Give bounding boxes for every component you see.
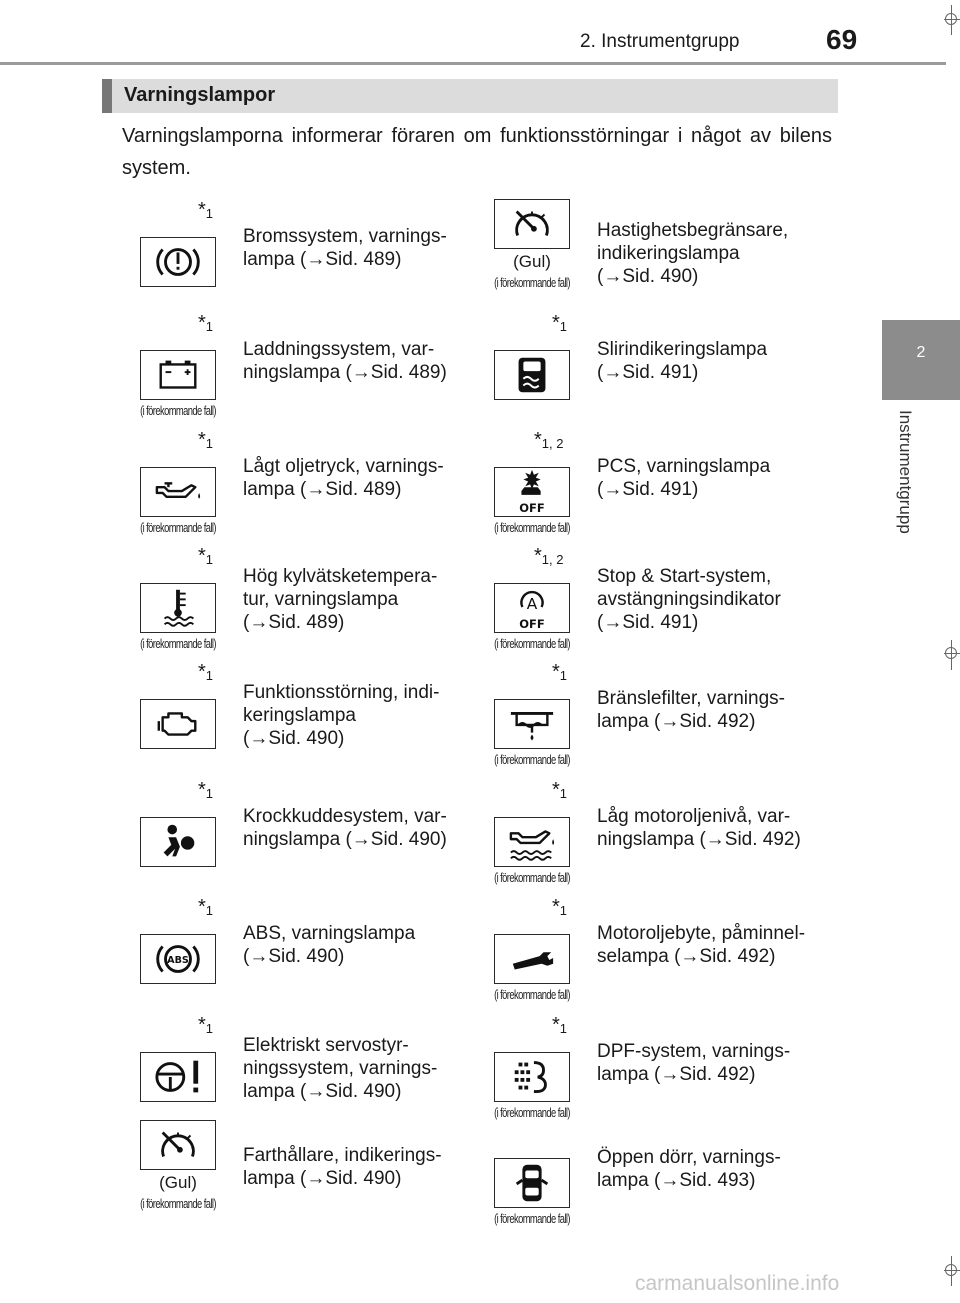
pcs-off-icon <box>494 467 570 517</box>
footnote-star: * <box>552 312 560 334</box>
page-number: 69 <box>826 24 858 55</box>
lamp-description <box>243 455 473 501</box>
wrench-icon <box>494 934 570 984</box>
lamp-description <box>597 338 827 384</box>
lamp-description-line: Lågt oljetryck, varnings- <box>243 456 444 477</box>
oil-level-icon <box>494 817 570 867</box>
warning-light-entry <box>492 661 832 779</box>
coolant-temp-icon <box>140 583 216 633</box>
availability-note: (i förekommande fall) <box>494 870 570 885</box>
footnote-star: * <box>534 429 542 451</box>
battery-icon <box>140 350 216 400</box>
engine-check-icon <box>140 699 216 749</box>
warning-light-entry <box>492 1014 832 1132</box>
lamp-description <box>597 455 827 501</box>
footnote-star: * <box>198 661 206 683</box>
lamp-description-line: (→Sid. 491) <box>597 479 699 500</box>
footnote-star: * <box>198 896 206 918</box>
footnote-star: * <box>552 661 560 683</box>
section-title: Varningslampor <box>124 84 276 106</box>
lamp-description-line: Hög kylvätsketempera- <box>243 566 438 587</box>
intro-paragraph: Varningslamporna informerar föraren om funktionsstörningar i något av bilens system. <box>122 125 832 179</box>
lamp-description <box>243 805 473 851</box>
power-steering-icon <box>140 1052 216 1102</box>
warning-light-entry <box>138 779 478 897</box>
lamp-description-line: (→Sid. 491) <box>597 362 699 383</box>
oil-pressure-icon <box>140 467 216 517</box>
lamp-color-label: (Gul) <box>159 1173 197 1192</box>
footnote-marker <box>198 661 213 684</box>
lamp-description-line: Motoroljebyte, påminnel- <box>597 923 806 944</box>
warning-light-entry <box>138 896 478 1014</box>
warning-light-entry <box>138 661 478 779</box>
cruise-control-icon <box>140 1120 216 1170</box>
footnote-marker <box>198 896 213 919</box>
lamp-description-line: Funktionsstörning, indi- <box>243 682 440 703</box>
lamp-description-line: indikeringslampa <box>597 243 740 264</box>
lamp-description-line: lampa (→Sid. 489) <box>243 249 402 270</box>
footnote-marker <box>552 896 567 919</box>
lamp-description <box>243 338 473 384</box>
lamp-description-line: (→Sid. 489) <box>243 612 345 633</box>
warning-light-entry <box>492 205 832 317</box>
chapter-label: Instrumentgrupp <box>896 410 915 534</box>
lamp-description-line: (→Sid. 490) <box>243 946 345 967</box>
lamp-description-line: ningslampa (→Sid. 489) <box>243 362 447 383</box>
lamp-description-line: keringslampa <box>243 705 356 726</box>
footnote-number: 1 <box>559 903 568 918</box>
lamp-description-line: (→Sid. 490) <box>597 266 699 287</box>
footnote-number: 1 <box>205 786 214 801</box>
availability-note: (i förekommande fall) <box>494 275 570 290</box>
lamp-description-line: ABS, varningslampa <box>243 923 416 944</box>
availability-note: (i förekommande fall) <box>140 520 216 535</box>
footnote-number: 1 <box>205 436 214 451</box>
footnote-marker <box>198 199 213 222</box>
stop-start-off-icon <box>494 583 570 633</box>
lamp-description-line: lampa (→Sid. 492) <box>597 1064 756 1085</box>
lamp-description <box>243 1144 473 1190</box>
availability-note: (i förekommande fall) <box>494 636 570 651</box>
lamp-description-line: Stop & Start-system, <box>597 566 772 587</box>
warning-light-entry <box>138 312 478 430</box>
lamp-description-line: Laddningssystem, var- <box>243 339 435 360</box>
lamp-description-line: PCS, varningslampa <box>597 456 771 477</box>
availability-note: (i förekommande fall) <box>494 520 570 535</box>
warning-light-entry <box>492 779 832 897</box>
availability-note: (i förekommande fall) <box>494 1105 570 1120</box>
footnote-number: 1 <box>205 319 214 334</box>
header-section-title: 2. Instrumentgrupp <box>580 31 740 52</box>
footnote-marker <box>198 429 213 452</box>
warning-light-entry <box>492 896 832 1014</box>
lamp-description-line: Krockkuddesystem, var- <box>243 806 447 827</box>
availability-note: (i förekommande fall) <box>494 752 570 767</box>
lamp-description-line: avstängningsindikator <box>597 589 781 610</box>
lamp-description-line: (→Sid. 491) <box>597 612 699 633</box>
lamp-description <box>597 219 827 288</box>
footnote-marker <box>534 429 563 452</box>
footnote-star: * <box>198 312 206 334</box>
slip-indicator-icon <box>494 350 570 400</box>
lamp-description-line: lampa (→Sid. 492) <box>597 711 756 732</box>
footnote-star: * <box>552 779 560 801</box>
footnote-marker <box>552 661 567 684</box>
lamp-description <box>597 1146 827 1192</box>
footnote-number: 1, 2 <box>541 552 564 567</box>
warning-light-entry <box>138 429 478 547</box>
fuel-filter-icon <box>494 699 570 749</box>
warning-light-entry <box>492 1126 832 1238</box>
brake-warning-icon <box>140 237 216 287</box>
footnote-number: 1 <box>205 1021 214 1036</box>
lamp-description <box>243 922 473 968</box>
lamp-description-line: Bromssystem, varnings- <box>243 226 447 247</box>
footnote-marker <box>198 779 213 802</box>
footnote-number: 1 <box>205 552 214 567</box>
lamp-description-line: DPF-system, varnings- <box>597 1041 791 1062</box>
chapter-number: 2 <box>916 344 926 361</box>
lamp-description-line: ningssystem, varnings- <box>243 1058 438 1079</box>
availability-note: (i förekommande fall) <box>140 403 216 418</box>
availability-note: (i förekommande fall) <box>494 1211 570 1226</box>
lamp-description-line: Hastighetsbegränsare, <box>597 220 789 241</box>
header-rule <box>0 62 946 65</box>
footnote-marker <box>534 545 563 568</box>
lamp-description-line: ningslampa (→Sid. 490) <box>243 829 447 850</box>
lamp-description-line: lampa (→Sid. 493) <box>597 1170 756 1191</box>
lamp-description-line: Bränslefilter, varnings- <box>597 688 785 709</box>
airbag-icon <box>140 817 216 867</box>
speed-limiter-icon <box>494 199 570 249</box>
door-open-icon <box>494 1158 570 1208</box>
watermark: carmanualsonline.info <box>635 1272 840 1295</box>
lamp-description <box>597 687 827 733</box>
lamp-description <box>597 1040 827 1086</box>
lamp-description-line: lampa (→Sid. 490) <box>243 1081 402 1102</box>
chapter-tab <box>882 320 960 400</box>
warning-light-entry <box>492 312 832 430</box>
lamp-description <box>597 805 827 851</box>
footnote-marker <box>198 1014 213 1037</box>
lamp-description <box>243 565 473 634</box>
lamp-description-line: Slirindikeringslampa <box>597 339 768 360</box>
lamp-description-line: ningslampa (→Sid. 492) <box>597 829 801 850</box>
lamp-description <box>597 565 827 634</box>
footnote-marker <box>198 545 213 568</box>
lamp-description-line: Farthållare, indikerings- <box>243 1145 442 1166</box>
footnote-number: 1 <box>559 1021 568 1036</box>
warning-light-entry <box>492 545 832 663</box>
lamp-description-line: Elektriskt servostyr- <box>243 1035 409 1056</box>
warning-light-entry <box>138 1126 478 1238</box>
footnote-number: 1 <box>205 206 214 221</box>
lamp-description-line: tur, varningslampa <box>243 589 399 610</box>
footnote-star: * <box>534 545 542 567</box>
footnote-number: 1 <box>205 903 214 918</box>
section-heading <box>102 79 838 113</box>
footnote-star: * <box>552 896 560 918</box>
lamp-description <box>243 1034 473 1103</box>
footnote-number: 1 <box>559 319 568 334</box>
availability-note: (i förekommande fall) <box>494 987 570 1002</box>
lamp-description-line: lampa (→Sid. 489) <box>243 479 402 500</box>
footnote-star: * <box>198 545 206 567</box>
lamp-description-line: selampa (→Sid. 492) <box>597 946 776 967</box>
lamp-color-label: (Gul) <box>513 252 551 271</box>
lamp-description-line: Öppen dörr, varnings- <box>597 1147 781 1168</box>
warning-light-entry <box>138 545 478 663</box>
footnote-number: 1, 2 <box>541 436 564 451</box>
lamp-description <box>597 922 827 968</box>
dpf-icon <box>494 1052 570 1102</box>
footnote-marker <box>198 312 213 335</box>
footnote-star: * <box>198 1014 206 1036</box>
footnote-star: * <box>198 199 206 221</box>
footnote-marker <box>552 1014 567 1037</box>
lamp-description <box>243 681 473 750</box>
warning-light-entry <box>138 199 478 317</box>
availability-note: (i förekommande fall) <box>140 1196 216 1211</box>
availability-note: (i förekommande fall) <box>140 636 216 651</box>
footnote-star: * <box>552 1014 560 1036</box>
footnote-marker <box>552 779 567 802</box>
warning-light-entry <box>492 429 832 547</box>
abs-icon <box>140 934 216 984</box>
crop-mark <box>945 13 957 25</box>
footnote-star: * <box>198 779 206 801</box>
footnote-marker <box>552 312 567 335</box>
lamp-description <box>243 225 473 271</box>
lamp-description-line: lampa (→Sid. 490) <box>243 1168 402 1189</box>
footnote-number: 1 <box>559 786 568 801</box>
footnote-number: 1 <box>205 668 214 683</box>
footnote-star: * <box>198 429 206 451</box>
warning-light-entry <box>138 1014 478 1132</box>
footnote-number: 1 <box>559 668 568 683</box>
crop-mark <box>945 647 957 659</box>
crop-mark <box>945 1264 957 1276</box>
lamp-description-line: Låg motoroljenivå, var- <box>597 806 791 827</box>
lamp-description-line: (→Sid. 490) <box>243 728 345 749</box>
